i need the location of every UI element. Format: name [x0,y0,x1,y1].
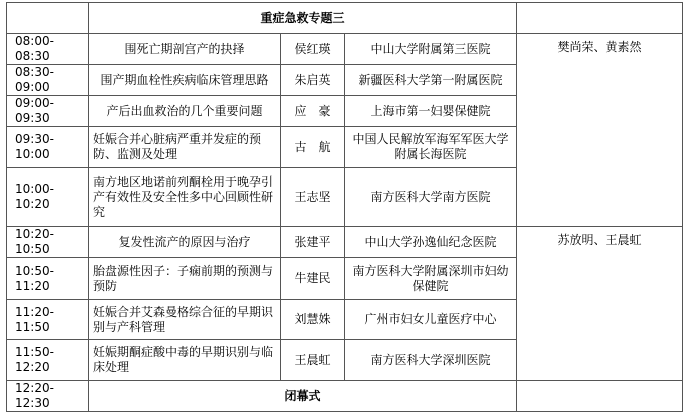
topic-cell: 复发性流产的原因与治疗 [89,227,281,258]
topic-cell: 妊娠合并艾森曼格综合征的早期识别与产科管理 [89,300,281,340]
schedule-table [6,2,683,412]
time-cell: 09:30-10:00 [7,127,89,168]
schedule-sheet [6,2,683,412]
speaker-cell: 侯红瑛 [281,34,345,65]
closing-chair-cell [517,381,683,412]
institution-cell: 广州市妇女儿童医疗中心 [345,300,517,340]
time-cell: 09:00-09:30 [7,96,89,127]
time-cell: 11:50-12:20 [7,340,89,381]
table-row [7,227,683,258]
header-chair-cell [517,3,683,34]
institution-cell: 中国人民解放军海军军医大学附属长海医院 [345,127,517,168]
speaker-cell: 古 航 [281,127,345,168]
time-cell: 10:00-10:20 [7,168,89,227]
time-cell: 10:50-11:20 [7,258,89,300]
speaker-cell: 朱启英 [281,65,345,96]
speaker-cell: 刘慧姝 [281,300,345,340]
header-time-cell [7,3,89,34]
table-row [7,34,683,65]
speaker-cell: 牛建民 [281,258,345,300]
institution-cell: 中山大学孙逸仙纪念医院 [345,227,517,258]
institution-cell: 中山大学附属第三医院 [345,34,517,65]
institution-cell: 新疆医科大学第一附属医院 [345,65,517,96]
institution-cell: 上海市第一妇婴保健院 [345,96,517,127]
institution-cell: 南方医科大学南方医院 [345,168,517,227]
chair-cell: 苏放明、王晨虹 [517,227,683,381]
topic-cell: 产后出血救治的几个重要问题 [89,96,281,127]
topic-cell: 妊娠期酮症酸中毒的早期识别与临床处理 [89,340,281,381]
speaker-cell: 应 豪 [281,96,345,127]
institution-cell: 南方医科大学附属深圳市妇幼保健院 [345,258,517,300]
closing-label: 闭幕式 [89,381,517,412]
topic-cell: 妊娠合并心脏病严重并发症的预防、监测及处理 [89,127,281,168]
speaker-cell: 张建平 [281,227,345,258]
time-cell: 11:20-11:50 [7,300,89,340]
session-title: 重症急救专题三 [89,3,517,34]
topic-cell: 胎盘源性因子：子痫前期的预测与预防 [89,258,281,300]
topic-cell: 围产期血栓性疾病临床管理思路 [89,65,281,96]
topic-cell: 南方地区地诺前列酮栓用于晚孕引产有效性及安全性多中心回顾性研究 [89,168,281,227]
time-cell: 08:00-08:30 [7,34,89,65]
topic-cell: 围死亡期剖宫产的抉择 [89,34,281,65]
session-header-row [7,3,683,34]
institution-cell: 南方医科大学深圳医院 [345,340,517,381]
time-cell: 08:30-09:00 [7,65,89,96]
chair-cell: 樊尚荣、黄素然 [517,34,683,227]
closing-time-cell: 12:20-12:30 [7,381,89,412]
speaker-cell: 王晨虹 [281,340,345,381]
time-cell: 10:20-10:50 [7,227,89,258]
closing-row [7,381,683,412]
speaker-cell: 王志坚 [281,168,345,227]
